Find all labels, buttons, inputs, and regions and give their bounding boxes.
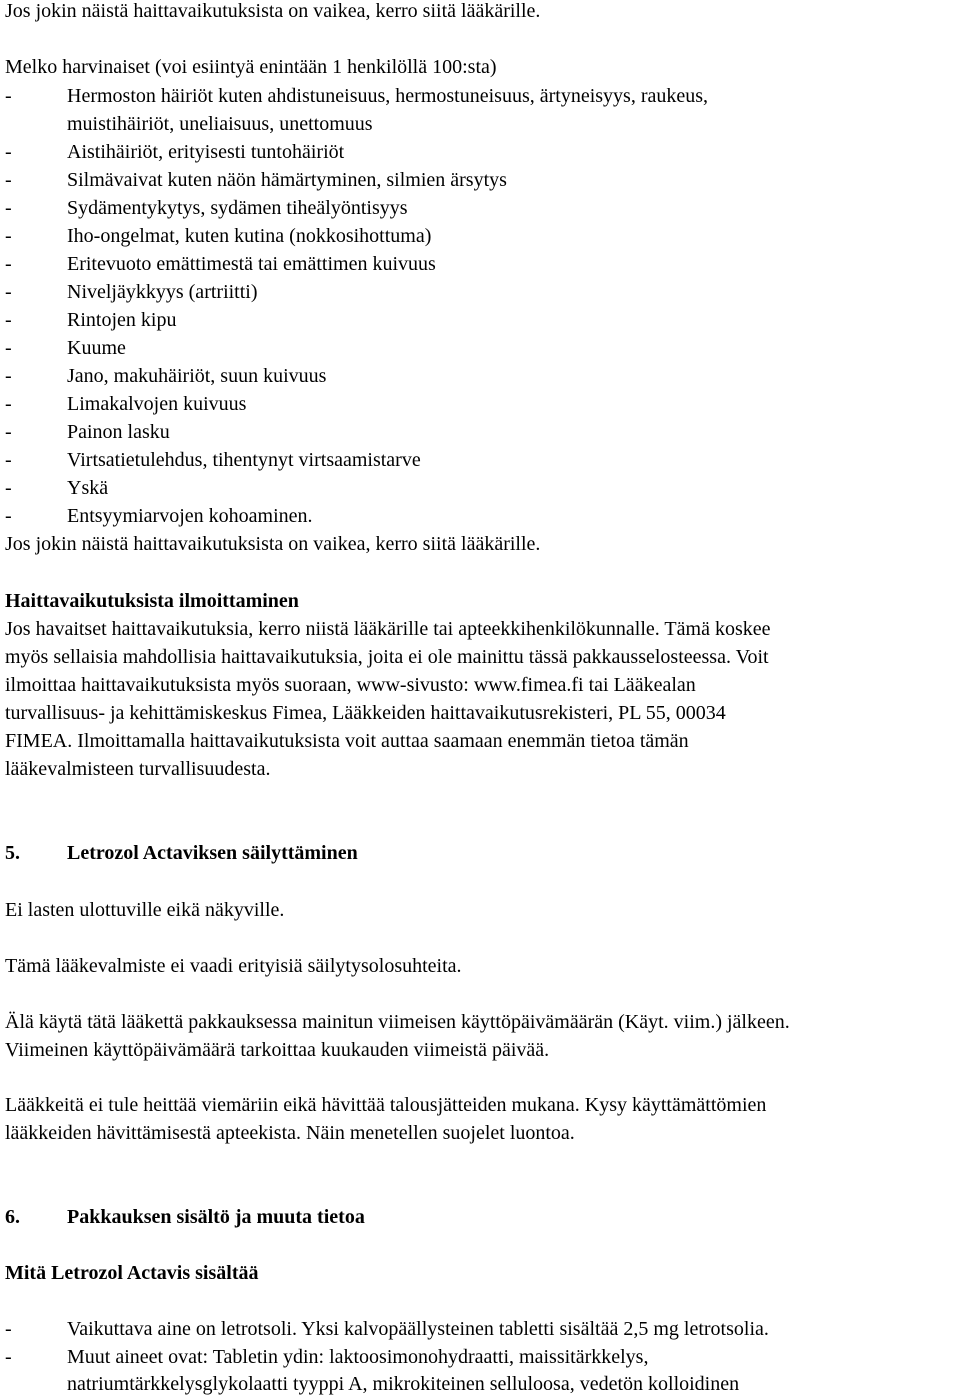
list-item-continuation: natriumtärkkelysglykolaatti tyyppi A, mikrokiteinen selluloosa, vedetön kolloidinen <box>67 1373 740 1395</box>
section5-number: 5. <box>5 842 20 864</box>
list-item-text: Vaikuttava aine on letrotsoli. Yksi kalvopäällysteinen tabletti sisältää 2,5 mg letrotsolia. <box>67 1318 769 1340</box>
list-dash: - <box>5 253 12 275</box>
list-dash: - <box>5 281 12 303</box>
list-dash: - <box>5 197 12 219</box>
section5-paragraph: Lääkkeitä ei tule heittää viemäriin eikä hävittää talousjätteiden mukana. Kysy käyttämättömien <box>5 1094 767 1116</box>
section5-paragraph: lääkkeiden hävittämisestä apteekista. Näin menetellen suojelet luontoa. <box>5 1122 575 1144</box>
list-item-text: Silmävaivat kuten näön hämärtyminen, silmien ärsytys <box>67 169 507 191</box>
list-item-continuation: muistihäiriöt, uneliaisuus, unettomuus <box>67 113 373 135</box>
list-item-text: Painon lasku <box>67 421 170 443</box>
section6-subheading: Mitä Letrozol Actavis sisältää <box>5 1262 259 1284</box>
list-item-text: Kuume <box>67 337 126 359</box>
intro-note: Jos jokin näistä haittavaikutuksista on vaikea, kerro siitä lääkärille. <box>5 0 541 22</box>
section5-paragraph: Älä käytä tätä lääkettä pakkauksessa mainitun viimeisen käyttöpäivämäärän (Käyt. viim.) jälkeen. <box>5 1011 790 1033</box>
reporting-line: FIMEA. Ilmoittamalla haittavaikutuksista voit auttaa saamaan enemmän tietoa tämän <box>5 730 689 752</box>
list-dash: - <box>5 169 12 191</box>
list-dash: - <box>5 449 12 471</box>
list-dash: - <box>5 1318 12 1340</box>
rare-heading: Melko harvinaiset (voi esiintyä enintään 1 henkilöllä 100:sta) <box>5 56 497 78</box>
list-item-text: Hermoston häiriöt kuten ahdistuneisuus, hermostuneisuus, ärtyneisyys, raukeus, <box>67 85 709 107</box>
reporting-line: myös sellaisia mahdollisia haittavaikutuksia, joita ei ole mainittu tässä pakkausselosteessa. Voit <box>5 646 769 668</box>
list-item-text: Limakalvojen kuivuus <box>67 393 247 415</box>
section6-heading <box>5 1203 905 1231</box>
list-dash: - <box>5 477 12 499</box>
list-item-text: Sydämentykytys, sydämen tiheälyöntisyys <box>67 197 408 219</box>
list-dash: - <box>5 85 12 107</box>
list-item-text: Entsyymiarvojen kohoaminen. <box>67 505 313 527</box>
reporting-line: lääkevalmisteen turvallisuudesta. <box>5 758 271 780</box>
section6-title: Pakkauksen sisältö ja muuta tietoa <box>67 1206 365 1228</box>
list-item-text: Muut aineet ovat: Tabletin ydin: laktoosimonohydraatti, maissitärkkelys, <box>67 1346 649 1368</box>
list-dash: - <box>5 225 12 247</box>
reporting-line: ilmoittaa haittavaikutuksista myös suoraan, www-sivusto: www.fimea.fi tai Lääkealan <box>5 674 696 696</box>
list-item-text: Iho-ongelmat, kuten kutina (nokkosihottuma) <box>67 225 432 247</box>
list-item-text: Jano, makuhäiriöt, suun kuivuus <box>67 365 327 387</box>
list-item-text: Aistihäiriöt, erityisesti tuntohäiriöt <box>67 141 345 163</box>
list-item-text: Virtsatietulehdus, tihentynyt virtsaamistarve <box>67 449 421 471</box>
section5-paragraph: Tämä lääkevalmiste ei vaadi erityisiä säilytysolosuhteita. <box>5 955 462 977</box>
reporting-heading: Haittavaikutuksista ilmoittaminen <box>5 590 299 612</box>
list-dash: - <box>5 141 12 163</box>
after-note: Jos jokin näistä haittavaikutuksista on vaikea, kerro siitä lääkärille. <box>5 533 541 555</box>
list-dash: - <box>5 365 12 387</box>
section5-title: Letrozol Actaviksen säilyttäminen <box>67 842 358 864</box>
list-item-text: Yskä <box>67 477 109 499</box>
section5-heading <box>5 839 905 867</box>
reporting-line: Jos havaitset haittavaikutuksia, kerro niistä lääkärille tai apteekkihenkilökunnalle. Tämä koskee <box>5 618 771 640</box>
section5-paragraph: Ei lasten ulottuville eikä näkyville. <box>5 899 285 921</box>
list-dash: - <box>5 337 12 359</box>
list-item-text: Eritevuoto emättimestä tai emättimen kuivuus <box>67 253 436 275</box>
list-dash: - <box>5 309 12 331</box>
list-dash: - <box>5 1346 12 1368</box>
reporting-line: turvallisuus- ja kehittämiskeskus Fimea, Lääkkeiden haittavaikutusrekisteri, PL 55, 00034 <box>5 702 726 724</box>
section6-number: 6. <box>5 1206 20 1228</box>
list-dash: - <box>5 505 12 527</box>
list-dash: - <box>5 393 12 415</box>
list-item-text: Rintojen kipu <box>67 309 177 331</box>
list-dash: - <box>5 421 12 443</box>
list-item-text: Niveljäykkyys (artriitti) <box>67 281 258 303</box>
section5-paragraph: Viimeinen käyttöpäivämäärä tarkoittaa kuukauden viimeistä päivää. <box>5 1039 550 1061</box>
